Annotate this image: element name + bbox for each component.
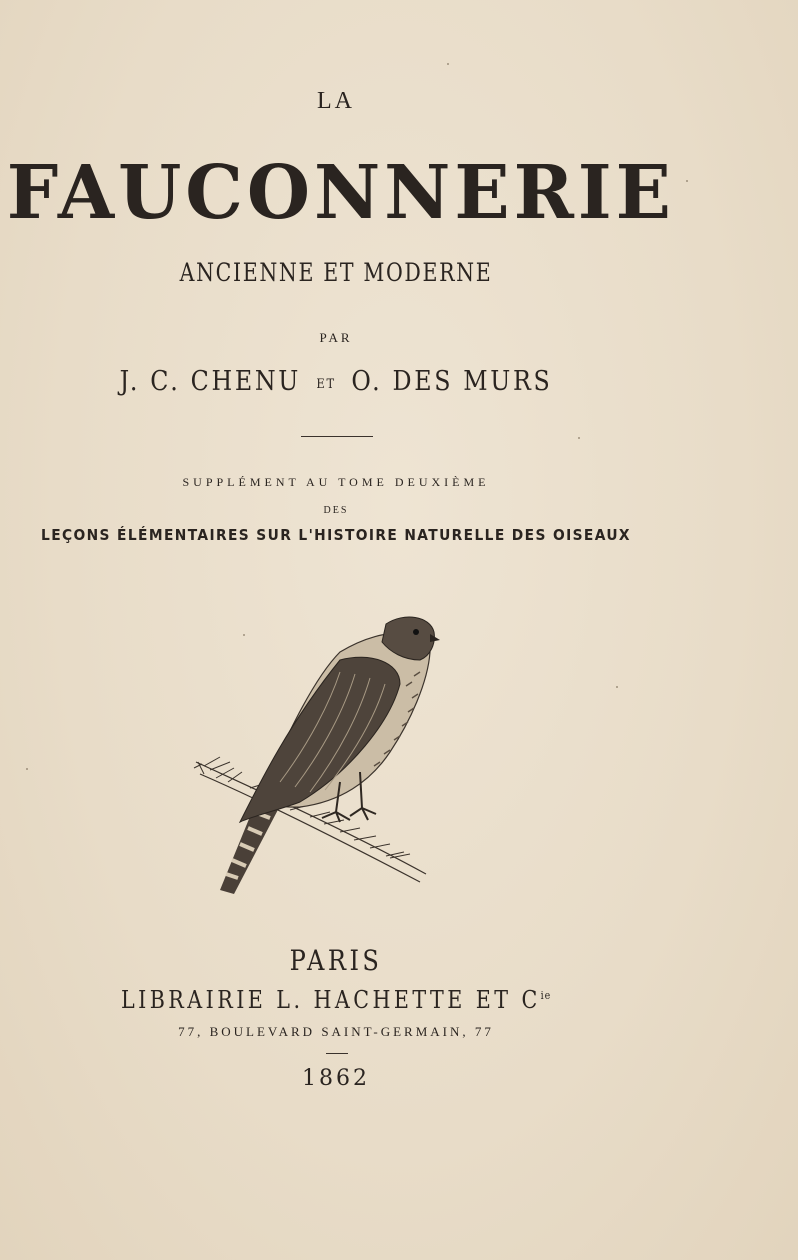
paper-speck	[686, 180, 688, 182]
small-divider-rule	[326, 1053, 348, 1054]
publisher-address: 77, BOULEVARD SAINT-GERMAIN, 77	[178, 1024, 494, 1039]
bird-eye	[413, 629, 419, 635]
bird-beak	[430, 634, 440, 642]
authors-line	[40, 366, 631, 397]
publication-city: PARIS	[289, 944, 383, 977]
publication-year: 1862	[302, 1066, 370, 1091]
paper-speck	[26, 768, 28, 770]
book-subtitle: ANCIENNE ET MODERNE	[179, 258, 493, 287]
author-chenu: J. C. CHENU	[119, 366, 301, 397]
book-title: FAUCONNERIE	[6, 150, 675, 236]
publisher-line	[47, 986, 625, 1014]
supplement-note: SUPPLÉMENT AU TOME DEUXIÈME	[182, 475, 490, 489]
divider-rule	[301, 436, 373, 437]
title-article: LA	[317, 88, 355, 114]
publisher-suffix: ie	[540, 989, 552, 1002]
author-conjunction: ET	[316, 377, 336, 392]
paper-speck	[243, 634, 245, 636]
author-des-murs: O. DES MURS	[351, 366, 553, 397]
des-label: DES	[323, 505, 349, 516]
paper-speck	[447, 63, 449, 65]
publisher-name: LIBRAIRIE L. HACHETTE ET C	[120, 986, 541, 1014]
paper-speck	[578, 437, 580, 439]
paper-speck	[616, 686, 618, 688]
falcon-engraving-icon	[190, 612, 440, 902]
by-label: PAR	[319, 330, 353, 345]
series-title: LEÇONS ÉLÉMENTAIRES SUR L'HISTOIRE NATURELLE DES OISEAUX	[41, 526, 631, 544]
